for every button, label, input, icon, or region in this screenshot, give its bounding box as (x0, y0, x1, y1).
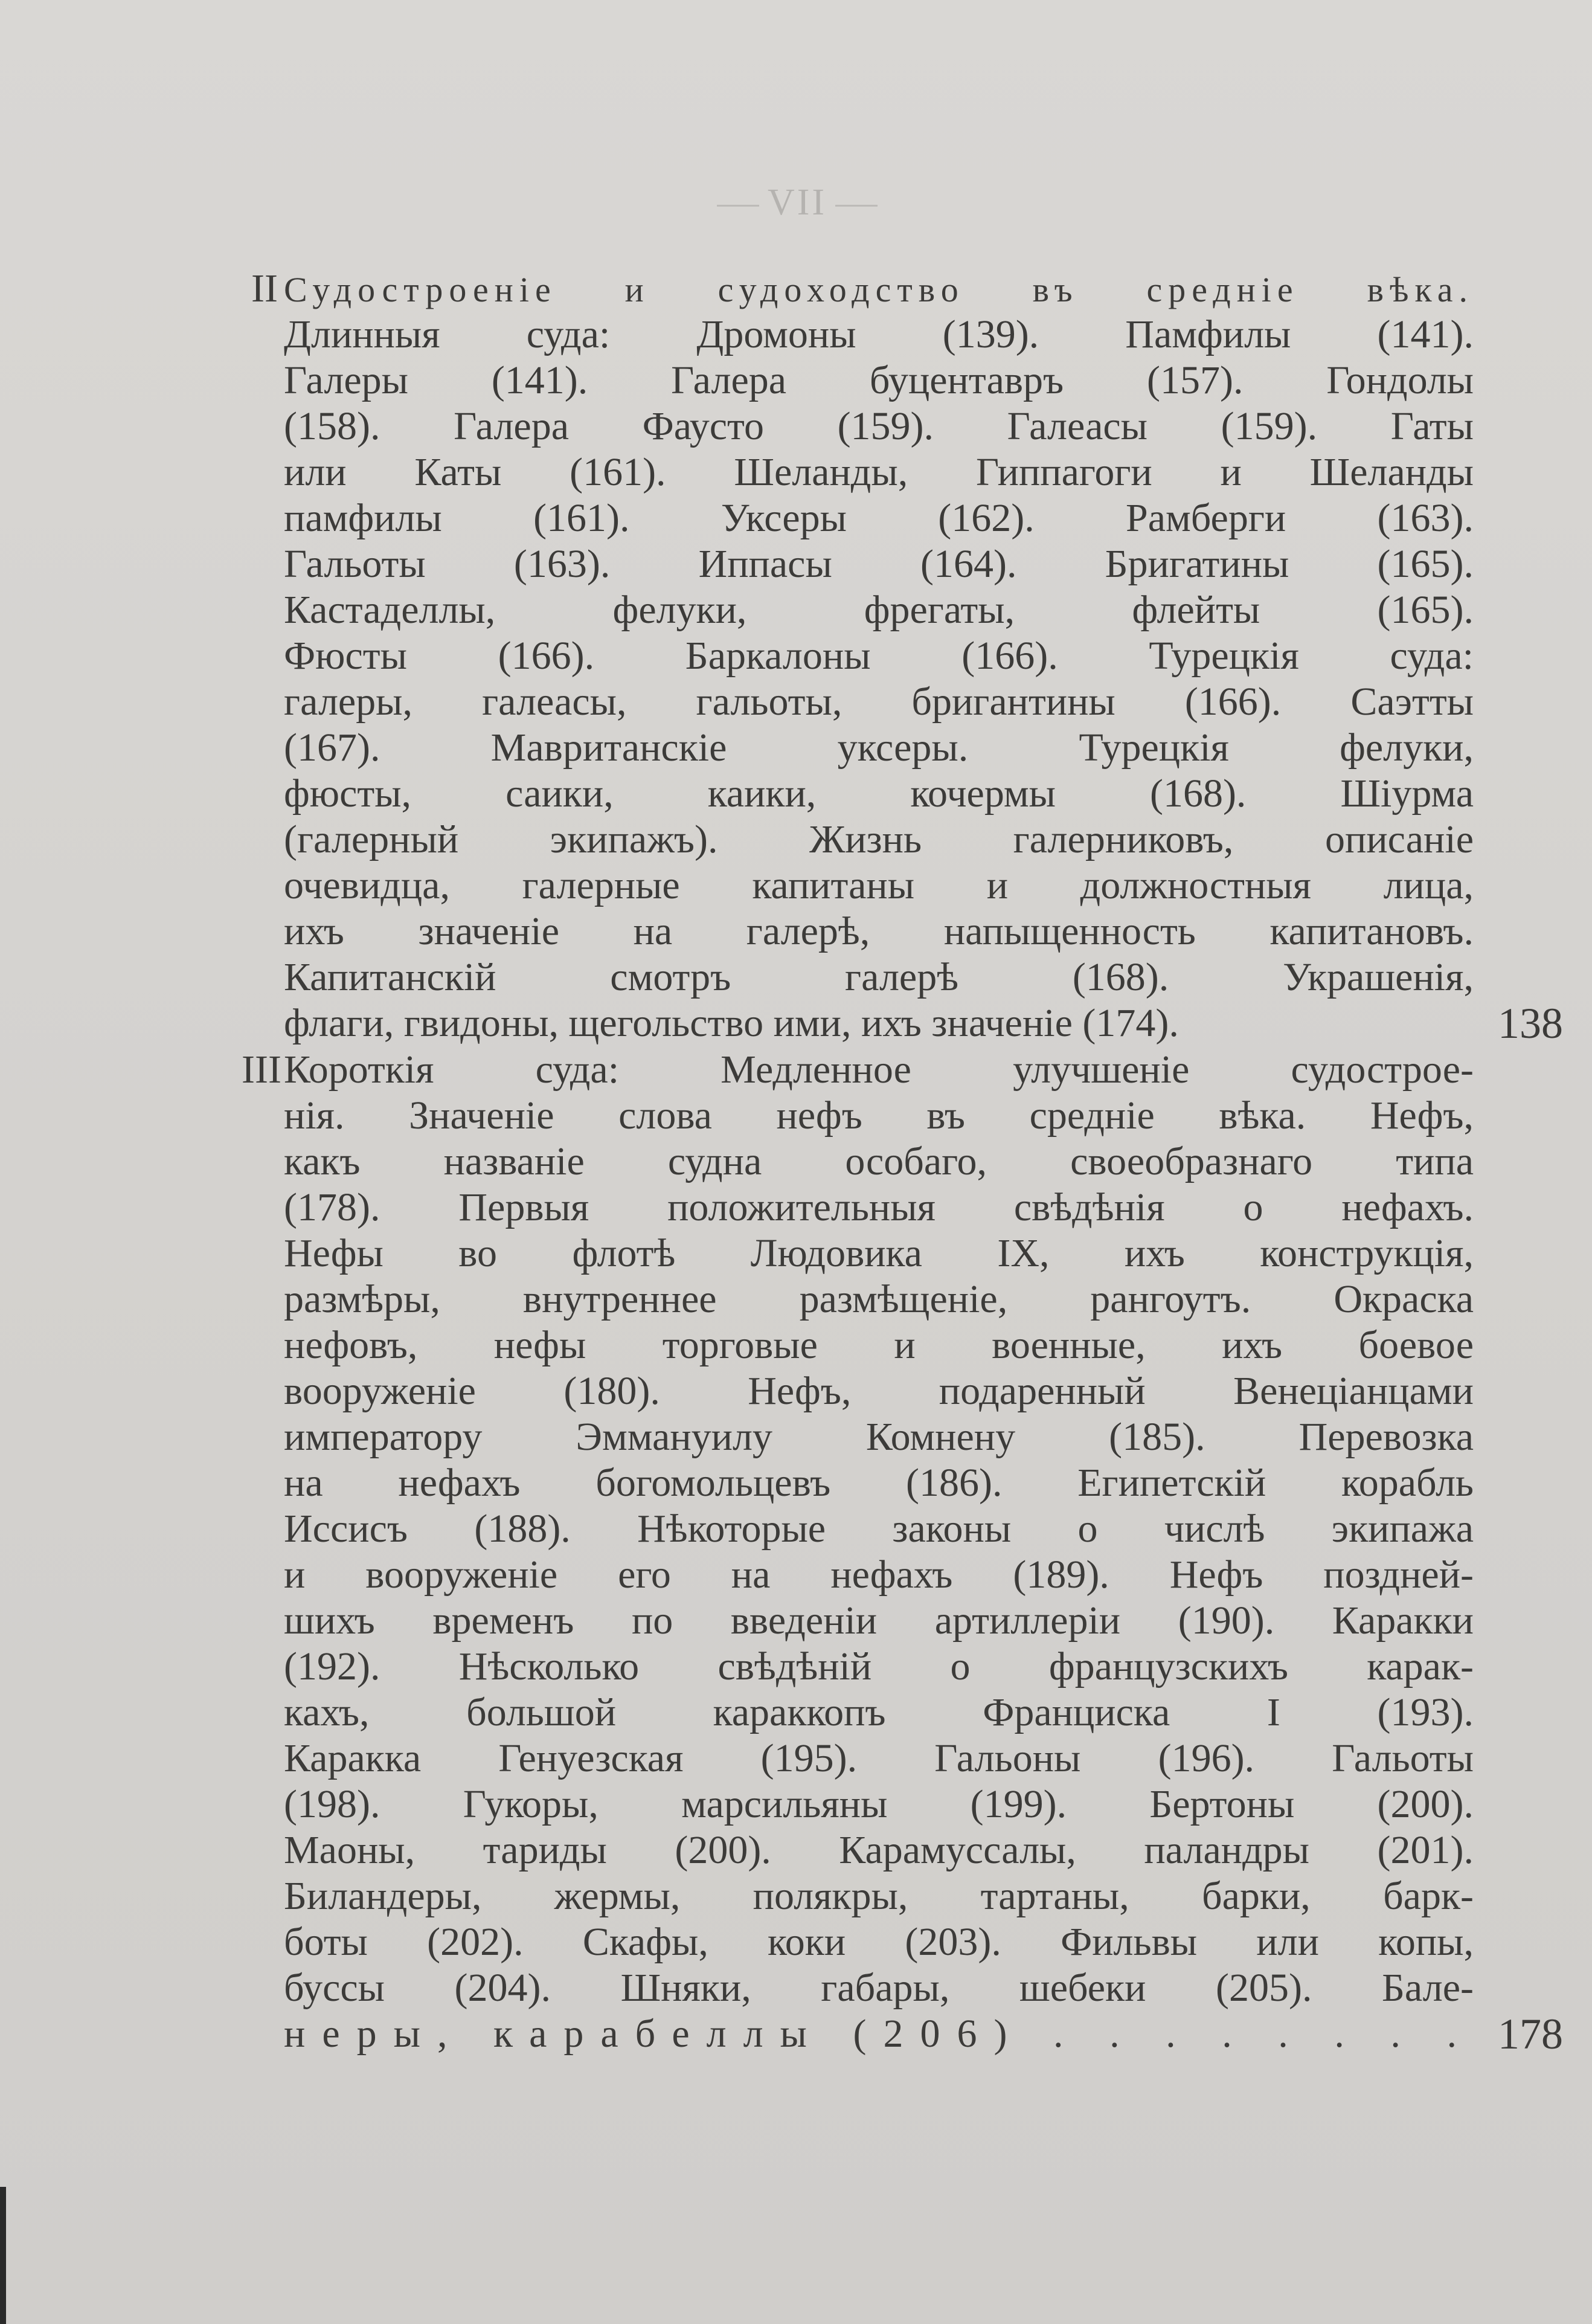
folio-number: VII (767, 182, 827, 223)
toc-line: размѣры, внутреннее размѣщеніе, рангоутъ. Окраска (284, 1277, 1474, 1321)
toc-line: Иссисъ (188). Нѣкоторые законы о числѣ экипажа (284, 1507, 1474, 1551)
toc-line: флаги, гвидоны, щегольство ими, ихъ значеніе (174). (284, 1001, 1179, 1045)
section-numeral: III (242, 1048, 281, 1092)
toc-line: Короткія суда: Медленное улучшеніе судострое- (284, 1048, 1474, 1092)
page-folio (628, 181, 966, 224)
toc-line: Капитанскій смотръ галерѣ (168). Украшенія, (284, 955, 1474, 999)
toc-line: памфилы (161). Уксеры (162). Рамберги (163). (284, 496, 1474, 540)
toc-line: (галерный экипажъ). Жизнь галерниковъ, описаніе (284, 817, 1474, 861)
toc-line: (178). Первыя положительныя свѣдѣнія о нефахъ. (284, 1185, 1474, 1229)
toc-line: Каракка Генуезская (195). Гальоны (196). Гальоты (284, 1736, 1474, 1780)
toc-line: (167). Мавританскіе уксеры. Турецкія фелуки, (284, 726, 1474, 770)
toc-line: на нефахъ богомольцевъ (186). Египетскій корабль (284, 1461, 1474, 1505)
toc-line: Кастаделлы, фелуки, фрегаты, флейты (165). (284, 588, 1474, 632)
section-title-line: Судостроенiе и судоходство въ средніе вѣка. (284, 270, 1474, 309)
toc-line: Маоны, тариды (200). Карамуссалы, паландры (201). (284, 1828, 1474, 1872)
toc-line: Гальоты (163). Иппасы (164). Бригатины (165). (284, 542, 1474, 586)
toc-line: боты (202). Скафы, коки (203). Фильвы или копы, (284, 1920, 1474, 1964)
toc-line: нія. Значеніе слова нефъ въ средніе вѣка. Нефъ, (284, 1093, 1474, 1138)
toc-line: Длинныя суда: Дромоны (139). Памфилы (141). (284, 312, 1474, 356)
toc-line: или Каты (161). Шеланды, Гиппагоги и Шеланды (284, 450, 1474, 494)
section-body (284, 266, 1474, 1046)
toc-line: (192). Нѣсколько свѣдѣній о французскихъ карак- (284, 1644, 1474, 1688)
page-binding-edge (0, 2187, 6, 2324)
section-body (284, 1047, 1474, 2057)
section-page-number: 138 (1498, 999, 1563, 1048)
folio-dash-right (835, 205, 878, 207)
toc-line: и вооруженіе его на нефахъ (189). Нефъ поздней- (284, 1553, 1474, 1597)
toc-line: Нефы во флотѣ Людовика IX, ихъ конструкція, (284, 1231, 1474, 1275)
toc-line: императору Эммануилу Комнену (185). Перевозка (284, 1415, 1474, 1459)
toc-line: (158). Галера Фаусто (159). Галеасы (159). Гаты (284, 404, 1474, 448)
toc-line: Биландеры, жермы, полякры, тартаны, барки, барк- (284, 1874, 1474, 1918)
toc-line: шихъ временъ по введеніи артиллеріи (190). Каракки (284, 1598, 1474, 1643)
section-page-number: 178 (1498, 2010, 1563, 2058)
toc-line: Фюсты (166). Баркалоны (166). Турецкія суда: (284, 634, 1474, 678)
toc-line: какъ названіе судна особаго, своеобразнаго типа (284, 1139, 1474, 1183)
toc-line: кахъ, большой караккопъ Франциска I (193). (284, 1690, 1474, 1734)
section-numeral: II (251, 266, 278, 311)
toc-line: Галеры (141). Галера буцентавръ (157). Гондолы (284, 358, 1474, 402)
toc-line: очевидца, галерные капитаны и должностныя лица, (284, 863, 1474, 907)
toc-line: галеры, галеасы, гальоты, бригантины (166). Саэтты (284, 680, 1474, 724)
toc-line: фюсты, саики, каики, кочермы (168). Шіурма (284, 771, 1474, 816)
folio-dash-left (717, 205, 759, 207)
toc-line: (198). Гукоры, марсильяны (199). Бертоны (200). (284, 1782, 1474, 1826)
toc-line: вооруженіе (180). Нефъ, подаренный Венеціанцами (284, 1369, 1474, 1413)
toc-line-leader: неры, карабеллы (206) . . . . . . . . (284, 2012, 1474, 2056)
toc-line: буссы (204). Шняки, габары, шебеки (205). Бале- (284, 1966, 1474, 2010)
toc-line: ихъ значеніе на галерѣ, напыщенность капитановъ. (284, 909, 1474, 953)
toc-line: нефовъ, нефы торговые и военные, ихъ боевое (284, 1323, 1474, 1367)
